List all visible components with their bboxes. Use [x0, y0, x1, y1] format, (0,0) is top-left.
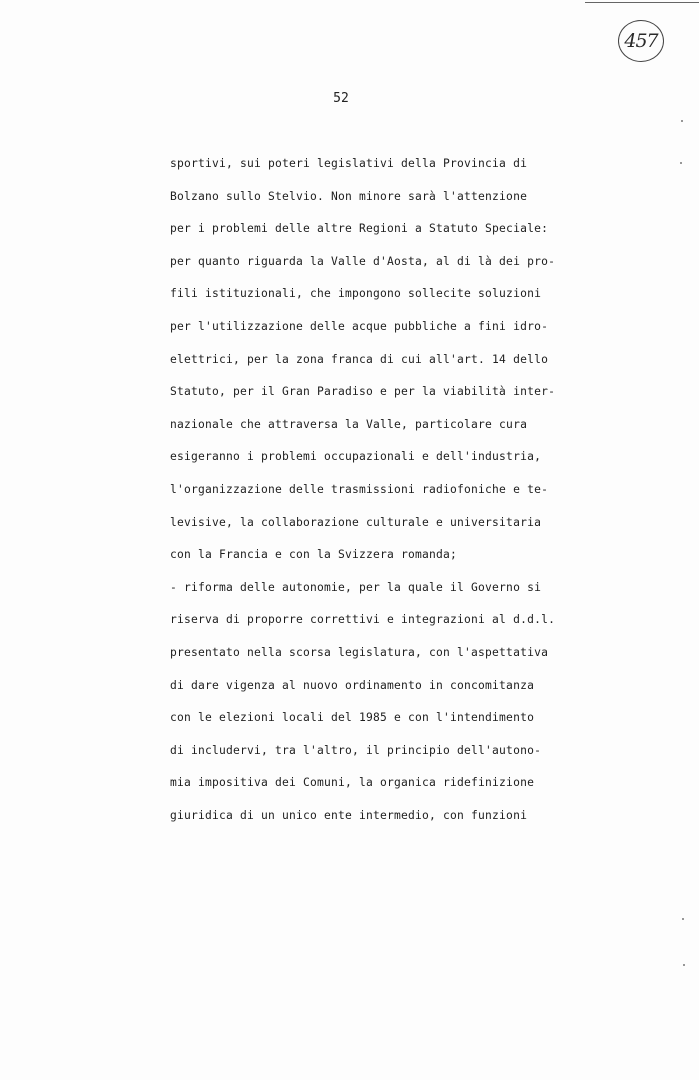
text-line: con le elezioni locali del 1985 e con l'intendimento [170, 711, 535, 725]
text-line: presentato nella scorsa legislatura, con l'aspettativa [170, 645, 549, 659]
top-edge-rule [585, 2, 699, 3]
text-line: per i problemi delle altre Regioni a Statuto Speciale: [170, 222, 549, 236]
text-line: - riforma delle autonomie, per la quale il Governo si [170, 580, 542, 594]
scan-speck [681, 120, 683, 122]
text-line: levisive, la collaborazione culturale e universitaria [170, 515, 542, 529]
body-text [170, 150, 630, 834]
text-line: Bolzano sullo Stelvio. Non minore sarà l'attenzione [170, 189, 528, 203]
scan-speck [683, 964, 685, 966]
text-line: mia impositiva dei Comuni, la organica ridefinizione [170, 776, 535, 790]
text-line: elettrici, per la zona franca di cui all'art. 14 dello [170, 352, 549, 366]
scan-speck [682, 918, 684, 920]
text-line: giuridica di un unico ente intermedio, con funzioni [170, 808, 528, 822]
text-line: di dare vigenza al nuovo ordinamento in concomitanza [170, 678, 535, 692]
scan-speck [680, 162, 682, 164]
page-number: 52 [333, 91, 349, 106]
text-line: sportivi, sui poteri legislativi della Provincia di [170, 157, 528, 170]
handwritten-page-stamp: 457 [618, 20, 664, 62]
text-line: esigeranno i problemi occupazionali e dell'industria, [170, 450, 542, 464]
text-line: con la Francia e con la Svizzera romanda; [170, 548, 458, 562]
text-line: per quanto riguarda la Valle d'Aosta, al di là dei pro- [170, 254, 556, 268]
text-line: fili istituzionali, che impongono sollecite soluzioni [170, 287, 542, 301]
text-line: riserva di proporre correttivi e integrazioni al d.d.l. [170, 613, 556, 627]
text-line: per l'utilizzazione delle acque pubbliche a fini idro- [170, 319, 549, 333]
text-line: nazionale che attraversa la Valle, particolare cura [170, 417, 528, 431]
text-line: l'organizzazione delle trasmissioni radiofoniche e te- [170, 482, 549, 496]
text-line: Statuto, per il Gran Paradiso e per la viabilità inter- [170, 385, 556, 399]
text-line: di includervi, tra l'altro, il principio dell'autono- [170, 743, 542, 757]
